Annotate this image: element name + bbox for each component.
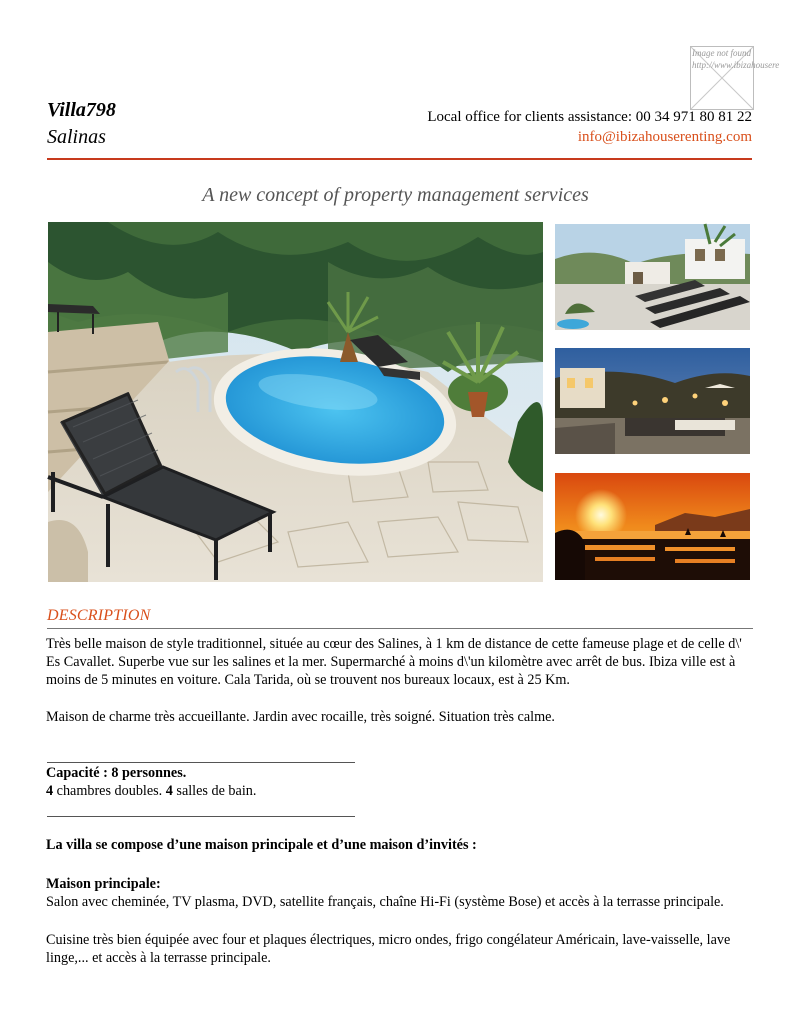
description-paragraph: Maison de charme très accueillante. Jardin avec rocaille, très soigné. Situation très calme. — [46, 709, 555, 725]
thumbnail-photo-villa-terrace — [555, 224, 750, 330]
capacity-label: Capacité : 8 personnes. — [46, 765, 187, 781]
main-house-living-room: Salon avec cheminée, TV plasma, DVD, satellite français, chaîne Hi-Fi (système Bose) et accès à la terrasse principale. — [46, 894, 724, 910]
main-photo-pool — [48, 222, 543, 582]
bedrooms-label: chambres doubles. — [53, 783, 166, 799]
capacity-text — [46, 764, 752, 782]
main-house-heading: Maison principale: — [46, 876, 161, 892]
header-divider — [47, 158, 752, 160]
villa-location: Salinas — [47, 126, 106, 148]
bathrooms-count: 4 — [165, 783, 173, 799]
description-divider — [47, 628, 753, 629]
broken-image-alt-text: Image not found — [692, 48, 751, 58]
bathrooms-label: salles de bain. — [172, 783, 257, 799]
thumbnail-photo-sunset-salt-flats — [555, 473, 750, 580]
main-house-kitchen: Cuisine très bien équipée avec four et plaques électriques, micro ondes, frigo congélateur Américain, lave-vaisselle, lave linge,... et accès à la terrasse principale. — [46, 932, 731, 967]
broken-image-placeholder — [690, 46, 780, 110]
villa-title: Villa798 — [47, 99, 116, 121]
office-email-link[interactable]: info@ibizahouserenting.com — [577, 129, 752, 145]
description-paragraph: Très belle maison de style traditionnel, située au cœur des Salines, à 1 km de distance de cette fameuse plage et de celle d\' Es Cavallet. Superbe vue sur les salines et la mer. Supermarché à moins d\'un kilomètre avec arrêt de bus. Ibiza ville est à moins de 5 minutes en voiture. Cala Tarida, où se trouvent nos bureaux locaux, est à 25 Km. — [46, 636, 742, 689]
broken-image-url-text: http://www.ibizahousere — [692, 60, 780, 70]
tagline: A new concept of property management services — [202, 184, 589, 206]
thumbnail-photo-villa-dusk — [555, 348, 750, 454]
bedrooms-count: 4 — [46, 783, 54, 799]
section-divider — [47, 816, 355, 817]
section-divider — [47, 762, 355, 763]
rooms-text — [46, 782, 752, 800]
description-heading: DESCRIPTION — [47, 607, 151, 624]
composition-heading: La villa se compose d’une maison principale et d’une maison d’invités : — [46, 837, 477, 853]
office-phone-text: Local office for clients assistance: 00 34 971 80 81 22 — [427, 109, 752, 125]
